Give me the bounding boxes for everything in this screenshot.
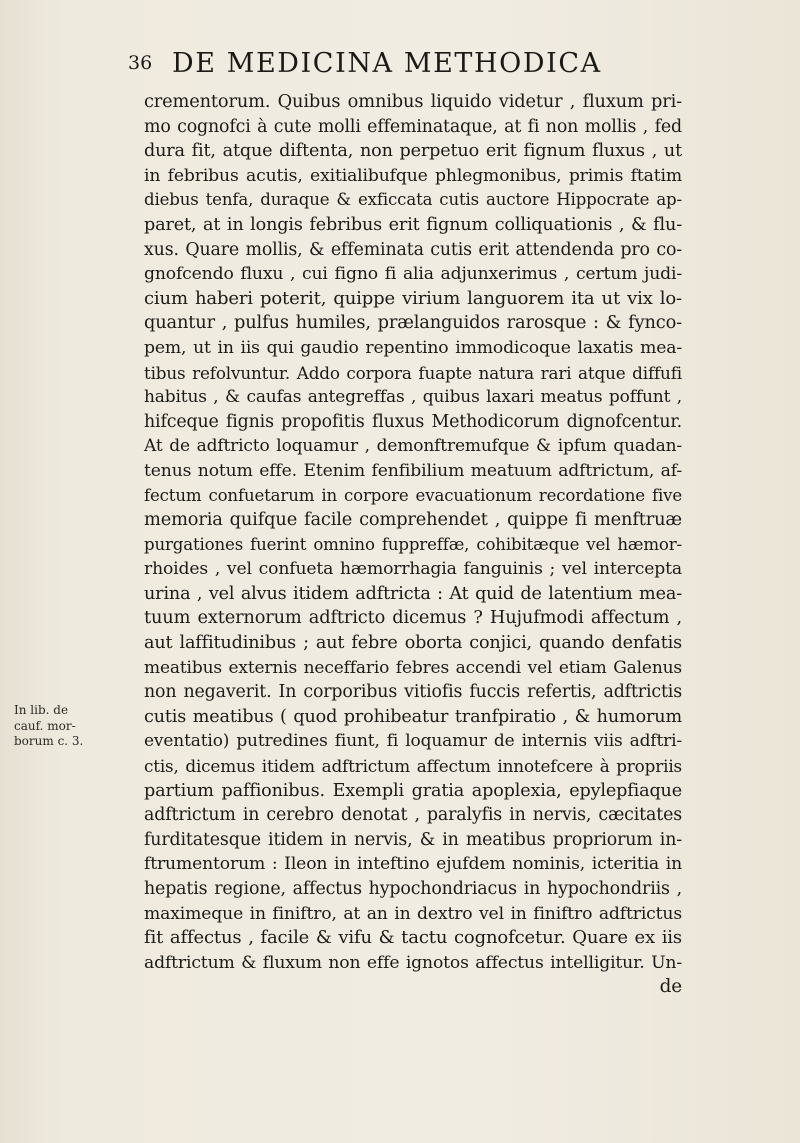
text-line: ctis, dicemus itidem adftrictum affectum innotefcere à propriis: [144, 756, 682, 777]
text-line: cutis meatibus ( quod prohibeatur tranfpiratio , & humorum: [144, 706, 682, 727]
text-line: urina , vel alvus itidem adftricta : At quid de latentium mea-: [144, 583, 682, 604]
text-line: cium haberi poterit, quippe virium languorem ita ut vix lo-: [144, 287, 682, 309]
text-line: xus. Quare mollis, & effeminata cutis erit attendenda pro co-: [144, 239, 682, 260]
text-line: tuum externorum adftricto dicemus ? Hujufmodi affectum ,: [144, 607, 682, 629]
text-line: non negaverit. In corporibus vitiofis fuccis refertis, adftrictis: [144, 682, 682, 703]
text-line: in febribus acutis, exitialibufque phlegmonibus, primis ftatim: [144, 165, 682, 186]
text-line: adftrictum in cerebro denotat , paralyfis in nervis, cæcitates: [144, 805, 682, 826]
text-line: eventatio) putredines fiunt, fi loquamur de internis viis adftri-: [144, 731, 682, 752]
catchword: de: [659, 976, 682, 998]
text-line: tenus notum effe. Etenim fenfibilium meatuum adftrictum, af-: [144, 460, 682, 481]
text-line: memoria quifque facile comprehendet , quippe fi menftruæ: [144, 509, 682, 531]
text-line: crementorum. Quibus omnibus liquido videtur , fluxum pri-: [144, 91, 682, 112]
text-line: fit affectus , facile & vifu & tactu cognofcetur. Quare ex iis: [144, 927, 682, 949]
text-line: hifceque fignis propofitis fluxus Methodicorum dignofcentur.: [144, 411, 682, 432]
page-number: 36: [128, 52, 153, 74]
text-line: ftrumentorum : Ileon in inteftino ejufdem nominis, icteritia in: [144, 854, 682, 875]
margin-note-line: In lib. de: [14, 703, 69, 717]
text-line: purgationes fuerint omnino fuppreffæ, cohibitæque vel hæmor-: [144, 534, 682, 554]
margin-note-line: borum c. 3.: [14, 734, 84, 748]
text-line: At de adftricto loquamur , demonftremufque & ipfum quadan-: [144, 436, 682, 457]
text-line: gnofcendo fluxu , cui figno fi alia adjunxerimus , certum judi-: [144, 264, 682, 285]
text-line: adftrictum & fluxum non effe ignotos affectus intelligitur. Un-: [144, 952, 682, 973]
running-title: DE MEDICINA METHODICA: [172, 48, 602, 79]
text-line: quantur , pulfus humiles, prælanguidos rarosque : & fynco-: [144, 312, 682, 334]
text-line: aut laffitudinibus ; aut febre oborta conjici, quando denfatis: [144, 633, 682, 654]
margin-note: [14, 703, 134, 750]
text-line: furditatesque itidem in nervis, & in meatibus propriorum in-: [144, 829, 682, 850]
text-line: tibus refolvuntur. Addo corpora fuapte natura rari atque diffufi: [144, 362, 682, 383]
text-line: hepatis regione, affectus hypochondriacus in hypochondriis ,: [144, 879, 682, 899]
page-header: [128, 48, 680, 88]
text-line: dura fit, atque diftenta, non perpetuo erit fignum fluxus , ut: [144, 141, 682, 162]
text-line: maximeque in finiftro, at an in dextro vel in finiftro adftrictus: [144, 903, 682, 924]
body-text: [144, 90, 682, 1000]
text-line: fectum confuetarum in corpore evacuationum recordatione five: [144, 485, 682, 505]
text-line: rhoides , vel confueta hæmorrhagia fanguinis ; vel intercepta: [144, 559, 682, 580]
text-line: mo cognofci à cute molli effeminataque, at fi non mollis , fed: [144, 116, 682, 137]
text-line: habitus , & caufas antegreffas , quibus laxari meatus poffunt ,: [144, 387, 682, 408]
text-line: partium paffionibus. Exempli gratia apoplexia, epylepfiaque: [144, 780, 682, 801]
text-line: pem, ut in iis qui gaudio repentino immodicoque laxatis mea-: [144, 337, 682, 358]
text-line: meatibus externis neceffario febres accendi vel etiam Galenus: [144, 657, 682, 678]
text-line: paret, at in longis febribus erit fignum colliquationis , & flu-: [144, 214, 682, 235]
margin-note-line: cauf. mor-: [14, 718, 76, 733]
text-line: diebus tenfa, duraque & exficcata cutis auctore Hippocrate ap-: [144, 190, 682, 210]
